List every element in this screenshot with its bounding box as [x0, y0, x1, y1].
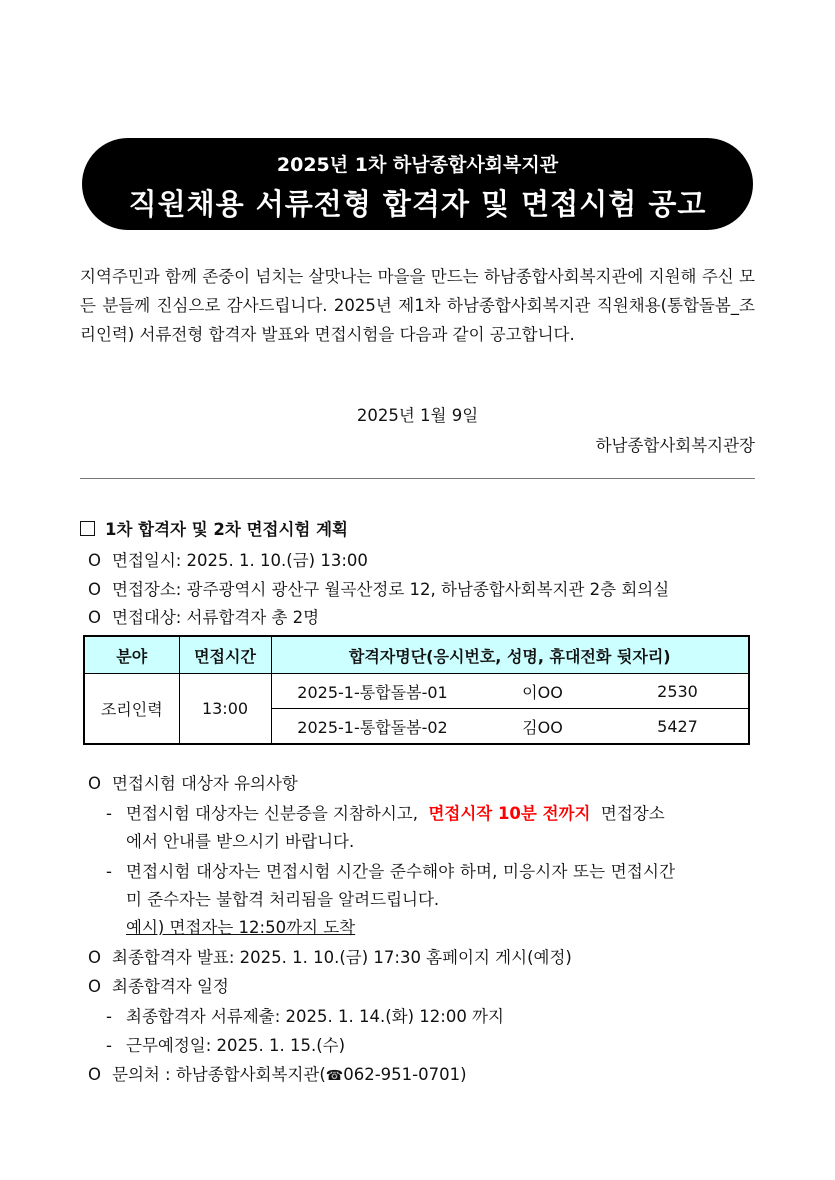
final-start-date: - 근무예정일: 2025. 1. 15.(수)	[106, 1036, 346, 1055]
header-time: 면접시간	[179, 636, 271, 674]
table-header-row	[84, 636, 749, 674]
bullet: O	[88, 977, 101, 996]
signer: 하남종합사회복지관장	[595, 436, 755, 455]
cell-time: 13:00	[179, 674, 271, 745]
dash: -	[106, 804, 112, 823]
contact: O 문의처 : 하남종합사회복지관(☎062-951-0701)	[88, 1065, 467, 1084]
candidate-phone: 2530	[657, 681, 698, 701]
highlight-deadline: 면접시작 10분 전까지	[428, 804, 591, 823]
table-row	[84, 674, 749, 709]
note-1-cont: 에서 안내를 받으시기 바랍니다.	[126, 832, 355, 851]
candidate-id: 2025-1-통합돌봄-02	[297, 717, 448, 737]
cell-field: 조리인력	[84, 674, 179, 745]
bullet: O	[88, 608, 101, 627]
phone-icon: ☎	[325, 1068, 344, 1084]
banner-title: 직원채용 서류전형 합격자 및 면접시험 공고	[128, 187, 707, 221]
dash: -	[106, 862, 113, 881]
final-announcement: O 최종합격자 발표: 2025. 1. 10.(금) 17:30 홈페이지 게시(예정)	[88, 948, 572, 967]
bullet: O	[88, 1065, 101, 1084]
intro-paragraph: 지역주민과 함께 존중이 넘치는 살맛나는 마을을 만드는 하남종합사회복지관에 지원해 주신 모든 분들께 진심으로 감사드립니다. 2025년 제1차 하남종합사회복지관 직원채용(통합돌봄_조리인력) 서류전형 합격자 발표와 면접시험을 다음과 같이 공고합니다.	[80, 267, 755, 344]
checkbox-square-icon	[80, 521, 95, 536]
candidate-name: 김OO	[522, 717, 563, 737]
title-banner	[82, 138, 753, 230]
section-title: 1차 합격자 및 2차 면접시험 계획	[80, 516, 348, 540]
note-1: - 면접시험 대상자는 신분증을 지참하시고, 면접시작 10분 전까지 면접장소	[106, 804, 665, 823]
bullet: O	[88, 551, 101, 570]
note-2: - 면접시험 대상자는 면접시험 시간을 준수해야 하며, 미응시자 또는 면접시간	[106, 862, 676, 881]
banner-subtitle: 2025년 1차 하남종합사회복지관	[276, 154, 559, 176]
candidate-table	[83, 635, 750, 745]
bullet: O	[88, 580, 101, 599]
candidate-name: 이OO	[522, 682, 563, 702]
dash: -	[106, 1036, 112, 1055]
notes-title: O 면접시험 대상자 유의사항	[88, 774, 298, 793]
bullet: O	[88, 774, 101, 793]
dash: -	[106, 1007, 112, 1026]
cell-candidate	[271, 674, 749, 709]
cell-candidate	[271, 709, 749, 745]
note-example: 예시) 면접자는 12:50까지 도착	[126, 918, 356, 937]
candidate-id: 2025-1-통합돌봄-01	[297, 682, 448, 702]
divider	[80, 478, 755, 479]
final-doc-submit: - 최종합격자 서류제출: 2025. 1. 14.(화) 12:00 까지	[106, 1007, 504, 1026]
header-field: 분야	[84, 636, 179, 674]
interview-target: O 면접대상: 서류합격자 총 2명	[88, 608, 320, 627]
interview-datetime: O 면접일시: 2025. 1. 10.(금) 13:00	[88, 551, 368, 570]
header-candidates: 합격자명단(응시번호, 성명, 휴대전화 뒷자리)	[271, 636, 749, 674]
interview-location: O 면접장소: 광주광역시 광산구 월곡산정로 12, 하남종합사회복지관 2층 회의실	[88, 580, 670, 599]
bullet: O	[88, 948, 101, 967]
final-schedule-title: O 최종합격자 일정	[88, 977, 229, 996]
candidate-phone: 5427	[657, 716, 698, 736]
announcement-date: 2025년 1월 9일	[356, 406, 479, 425]
note-2-cont: 미 준수자는 불합격 처리됨을 알려드립니다.	[126, 890, 440, 909]
